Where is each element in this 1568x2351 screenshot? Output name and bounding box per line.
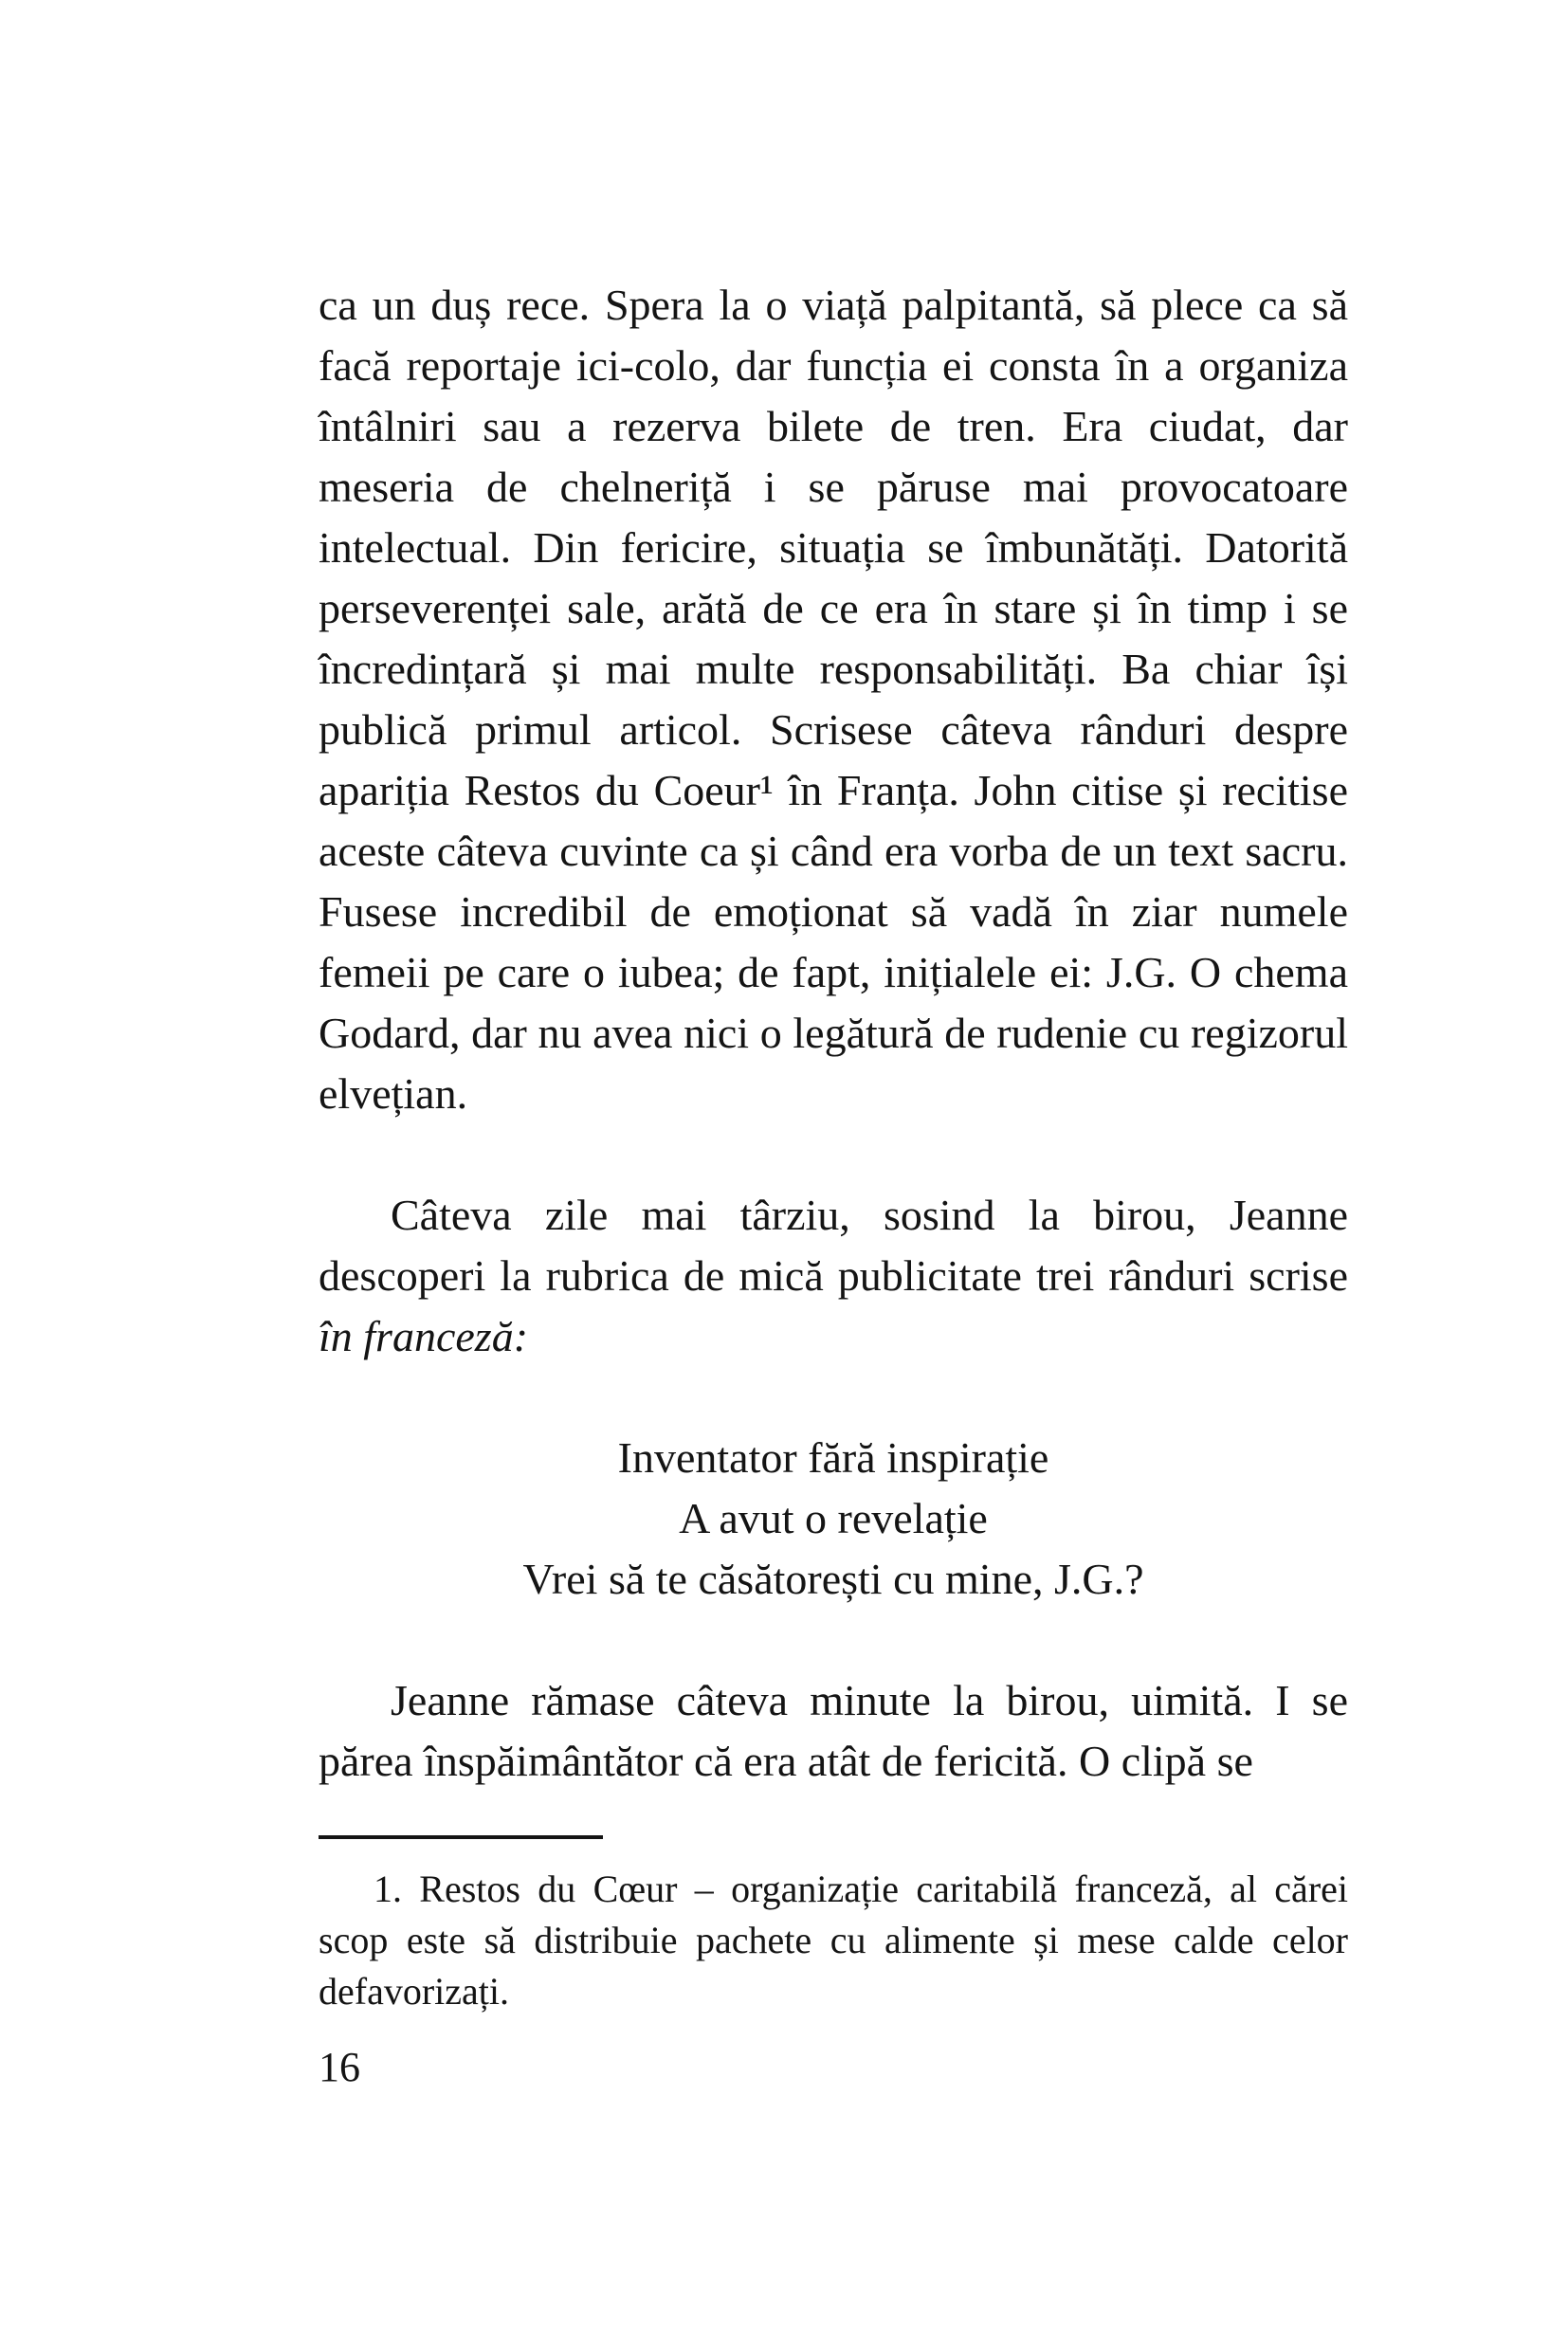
- body-paragraph-continuation: ca un duș rece. Spera la o viață palpitantă, să plece ca să facă reportaje ici-colo, dar funcția ei consta în a organiza întâlniri sau a rezerva bilete de tren. Era ciudat, dar meseria de chelneriță i se păruse mai provocatoare intelectual. Din fericire, situația se îmbunătăți. Datorită perseverenței sale, arătă de ce era în stare și în timp i se încredințară și mai multe responsabilități. Ba chiar își publică primul articol. Scrisese câteva rânduri despre apariția Restos du Coeur¹ în Franța. John citise și recitise aceste câteva cuvinte ca și când era vorba de un text sacru. Fusese incredibil de emoționat să vadă în ziar numele femeii pe care o iubea; de fapt, inițialele ei: J.G. O chema Godard, dar nu avea nici o legătură de rudenie cu regizorul elvețian.: [319, 281, 1348, 1118]
- page-number: 16: [319, 2044, 360, 2090]
- footnote-text: 1. Restos du Cœur – organizație caritabilă franceză, al cărei scop este să distribuie pachete cu alimente și mese calde celor defavorizați.: [319, 1868, 1348, 2013]
- paragraph-italic-text: în franceză:: [319, 1312, 529, 1360]
- classified-ad-block: [319, 1428, 1348, 1610]
- body-paragraph: Jeanne rămase câteva minute la birou, uimită. I se părea înspăimântător că era atât de fericită. O clipă se: [319, 1676, 1348, 1785]
- footnote-separator: [319, 1835, 603, 1839]
- body-paragraph: [319, 1185, 1348, 1367]
- ad-line: A avut o revelație: [679, 1494, 988, 1542]
- ad-line: Vrei să te căsătorești cu mine, J.G.?: [522, 1555, 1144, 1603]
- paragraph-text: Câteva zile mai târziu, sosind la birou, Jeanne descoperi la rubrica de mică publicitate trei rânduri scrise: [319, 1191, 1348, 1300]
- text-block: [319, 275, 1348, 2093]
- ad-line: Inventator fără inspirație: [617, 1433, 1049, 1482]
